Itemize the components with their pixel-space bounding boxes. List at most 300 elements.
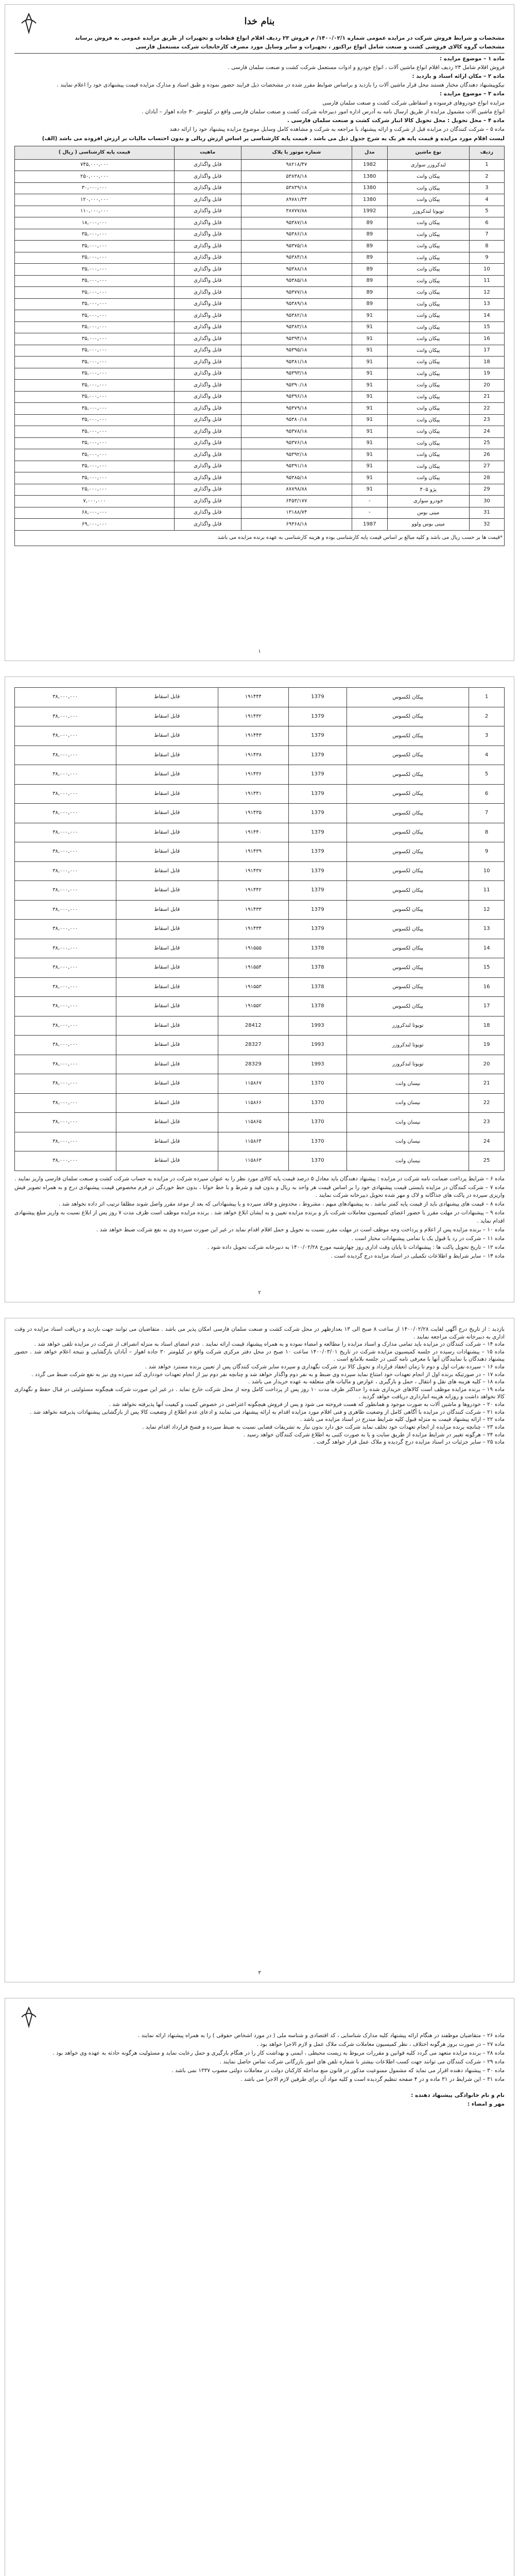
cell-base-price: ۳۵,۰۰۰,۰۰۰ (15, 345, 175, 357)
cell-row-num: 18 (469, 357, 504, 368)
table-row (15, 1113, 505, 1132)
cell-base-price: ۳۵,۰۰۰,۰۰۰ (15, 449, 175, 461)
cell-model-year: - (352, 496, 387, 507)
cell-status: قابل اسقاط (116, 977, 218, 997)
items-table (14, 146, 505, 546)
cell-plate-number: ۱۹۱۴۳۵ (218, 804, 288, 823)
cell-machine-type: پیکان لکسوس (347, 707, 469, 726)
condition-paragraph: ماده ۲۵ – سایر جزئیات در اسناد مزایده درج گردیده و ملاک عمل قرار خواهد گرفت . (313, 1439, 505, 1446)
cell-row-num: 7 (469, 804, 505, 823)
cell-model-year: 1379 (288, 881, 347, 901)
table-row (15, 997, 505, 1016)
cell-model-year: 91 (352, 461, 387, 472)
cell-machine-type: پیکان وانت (387, 414, 469, 426)
intro-line: مشخصات گروه کالای فروشی کشت و صنعت شامل انواع تراکتور ، تجهیزات و سایر وسایل مورد مصرف کارخانجات شرکت مستعمل فارسی (135, 44, 505, 50)
cell-plate-number: ۱۱۵۸۶۳ (218, 1151, 288, 1171)
cell-model-year: 1379 (288, 688, 347, 707)
condition-paragraph: بازدید : از تاریخ درج آگهی لغایت ۱۴۰۰/۰۲/۲۸ از ساعت ۸ صبح الی ۱۳ بعدازظهر در محل شرکت کشت و صنعت سلمان فارسی امکان پذیر می باشد . متقاضیان می توانند جهت بازدید و دریافت اسناد مزایده در وقت اداری به دبیرخانه شرکت مراجعه نمایند . (14, 1326, 505, 1340)
table-row (15, 784, 505, 804)
cell-model-year: 1379 (288, 842, 347, 862)
table-row (15, 252, 505, 264)
cell-machine-type: پیکان وانت (387, 426, 469, 438)
cell-machine-type: پیکان وانت (387, 449, 469, 461)
cell-base-price: ۳۵,۰۰۰,۰۰۰ (15, 241, 175, 252)
cell-model-year: 89 (352, 275, 387, 287)
cell-status: قابل واگذاری (174, 229, 241, 241)
cell-status: قابل واگذاری (174, 426, 241, 438)
section-line: فروش اقلام شامل ۲۳ ردیف اقلام انواع ماشین آلات ، انواع خودرو و ادوات مستعمل شرکت کشت و صنعت سلمان فارسی . (228, 64, 505, 71)
cell-plate-number: ۹۵۳۸۶/۱۸ (241, 229, 352, 241)
cell-model-year: 1379 (288, 900, 347, 920)
cell-base-price: ۳۸,۰۰۰,۰۰۰ (15, 958, 116, 978)
cell-plate-number: ۱۹۱۴۳۳ (218, 900, 288, 920)
cell-row-num: 17 (469, 345, 504, 357)
cell-base-price: ۲۵,۰۰۰,۰۰۰ (15, 484, 175, 496)
cell-model-year: 1380 (352, 194, 387, 206)
cell-plate-number: ۹۵۳۷۵/۱۸ (241, 241, 352, 252)
cell-model-year: 1379 (288, 765, 347, 785)
table-row (15, 1074, 505, 1094)
cell-base-price: ۳۵,۰۰۰,۰۰۰ (15, 333, 175, 345)
cell-model-year: 91 (352, 333, 387, 345)
cell-status: قابل واگذاری (174, 298, 241, 310)
cell-base-price: ۳۵,۰۰۰,۰۰۰ (15, 461, 175, 472)
cell-base-price: ۱۸,۰۰۰,۰۰۰ (15, 217, 175, 229)
cell-plate-number: ۸۹۷۸۱/۴۴ (241, 194, 352, 206)
cell-plate-number: ۱۹۱۴۳۸ (218, 745, 288, 765)
cell-machine-type: پیکان لکسوس (347, 958, 469, 978)
cell-row-num: 16 (469, 977, 505, 997)
document-page-3 (5, 1318, 514, 1982)
cell-machine-type: پیکان وانت (387, 345, 469, 357)
section-line: ماده ۴ – محل تحویل : محل تحویل کالا انبار شرکت کشت و صنعت سلمان فارسی . (287, 117, 505, 124)
cell-model-year: 91 (352, 345, 387, 357)
cell-base-price: ۳۸,۰۰۰,۰۰۰ (15, 688, 116, 707)
cell-status: قابل اسقاط (116, 726, 218, 746)
cell-status: قابل اسقاط (116, 1151, 218, 1171)
section-line: ماده ۳ – موضوع مزایده : (439, 91, 505, 97)
cell-row-num: 15 (469, 321, 504, 333)
condition-paragraph: ماده ۷ – شرکت کنندگان در مزایده بایستی قیمت پیشنهادی خود را بر اساس قیمت هر واحد به ریال و بدون قید و شرط و با خط خوانا ، بدون خط خوردگی در فرم مخصوص قیمت پیشنهادی درج و به همراه تصویر فیش واریزی سپرده در پاکت های جداگانه و لاک و مهر شده تحویل دبیرخانه شرکت نمایند . (14, 1184, 505, 1198)
cell-status: قابل واگذاری (174, 333, 241, 345)
cell-status: قابل اسقاط (116, 939, 218, 958)
cell-row-num: 13 (469, 920, 505, 939)
cell-base-price: ۱۱۰,۰۰۰,۰۰۰ (15, 206, 175, 217)
condition-paragraph: ماده ۲۹ – شرکت کنندگان می توانند جهت کسب اطلاعات بیشتر با شماره تلفن های امور بازرگانی شرکت تماس حاصل نمایند . (219, 2058, 505, 2065)
cell-model-year: 1370 (288, 1132, 347, 1151)
condition-paragraph: ماده ۱۵ – پیشنهادات رسیده در جلسه کمیسیون مزایده شرکت در تاریخ ۱۴۰۰/۰۳/۰۱ ساعت ۱۰ صبح در محل دفتر مرکزی شرکت واقع در کیلومتر ۳۰ جاده اهواز – آبادان بازگشایی و نتیجه اعلام خواهد شد . حضور پیشنهاد دهندگان یا نمایندگان آنها با معرفی نامه کتبی در جلسه بلامانع است . (14, 1348, 505, 1363)
table-row (15, 241, 505, 252)
cell-status: قابل واگذاری (174, 182, 241, 194)
cell-base-price: ۳۵,۰۰۰,۰۰۰ (15, 472, 175, 484)
condition-paragraph: ماده ۱۹ – برنده مزایده موظف است کالاهای خریداری شده را حداکثر ظرف مدت ۱۰ روز پس از پرداخت کامل وجه از محل شرکت خارج نماید . در غیر این صورت شرکت هیچگونه مسئولیتی در قبال حفظ و نگهداری کالا نخواهد داشت و روزانه هزینه انبارداری دریافت خواهد گردید . (14, 1386, 505, 1400)
table-row (15, 321, 505, 333)
cell-row-num: 22 (469, 403, 504, 415)
cell-model-year: 1379 (288, 920, 347, 939)
table-row (15, 345, 505, 357)
cell-plate-number: ۱۹۱۴۴۰ (218, 823, 288, 842)
cell-model-year: 1380 (352, 171, 387, 183)
cell-base-price: ۳۸,۰۰۰,۰۰۰ (15, 1132, 116, 1151)
cell-machine-type: پیکان وانت (387, 461, 469, 472)
cell-row-num: 14 (469, 939, 505, 958)
cell-status: قابل واگذاری (174, 519, 241, 531)
cell-base-price: ۳۸,۰۰۰,۰۰۰ (15, 784, 116, 804)
cell-model-year: 1379 (288, 861, 347, 881)
cell-plate-number: ۹۵۳۹۵/۱۸ (241, 345, 352, 357)
cell-plate-number: ۸۷۸۹۸/۸۸ (241, 484, 352, 496)
cell-status: قابل واگذاری (174, 437, 241, 449)
table-note-row (15, 530, 505, 546)
cell-machine-type: پیکان وانت (387, 298, 469, 310)
cell-base-price: ۳۸,۰۰۰,۰۰۰ (15, 707, 116, 726)
cell-machine-type: پیکان وانت (387, 321, 469, 333)
col-header-status: ماهیت (174, 146, 241, 159)
cell-row-num: 29 (469, 484, 504, 496)
cell-model-year: 1987 (352, 519, 387, 531)
cell-plate-number: ۱۹۱۴۳۴ (218, 920, 288, 939)
cell-plate-number: ۹۵۳۷۶/۱۸ (241, 437, 352, 449)
document-page-1 (5, 4, 514, 661)
cell-row-num: 15 (469, 958, 505, 978)
cell-status: قابل واگذاری (174, 380, 241, 392)
cell-status: قابل واگذاری (174, 252, 241, 264)
cell-machine-type: پیکان وانت (387, 368, 469, 380)
condition-paragraph: ماده ۲۲ – ارائه پیشنهاد قیمت به منزله قبول کلیه شرایط مندرج در اسناد مزایده می باشد . (300, 1416, 505, 1423)
document-page-4 (5, 1998, 514, 2576)
table-row (15, 437, 505, 449)
cell-base-price: ۳۵,۰۰۰,۰۰۰ (15, 264, 175, 276)
cell-machine-type: نیسان وانت (347, 1151, 469, 1171)
cell-plate-number: ۵۳۸۳۹/۱۸ (241, 182, 352, 194)
cell-base-price: ۳۵,۰۰۰,۰۰۰ (15, 298, 175, 310)
table-row (15, 707, 505, 726)
cell-status: قابل واگذاری (174, 391, 241, 403)
cell-status: قابل اسقاط (116, 784, 218, 804)
cell-machine-type: تویوتا لندکروزر (347, 1036, 469, 1055)
company-logo-icon (18, 2006, 40, 2028)
table-row (15, 426, 505, 438)
table-row (15, 380, 505, 392)
cell-model-year: 89 (352, 252, 387, 264)
cell-machine-type: پیکان وانت (387, 229, 469, 241)
page-number: ۳ (258, 1970, 261, 1976)
cell-machine-type: پیکان لکسوس (347, 688, 469, 707)
table-note: *قیمت ها بر حسب ریال می باشد و کلیه مبالغ بر اساس قیمت پایه کارشناسی بوده و هزینه کارشناسی به عهده برنده مزایده می باشد (15, 530, 505, 546)
table-row (15, 958, 505, 978)
cell-status: قابل اسقاط (116, 997, 218, 1016)
company-logo-icon (18, 12, 40, 35)
cell-status: قابل واگذاری (174, 368, 241, 380)
condition-paragraph: ماده ۲۶ – متقاضیان موظفند در هنگام ارائه پیشنهاد کلیه مدارک شناسایی ، کد اقتصادی و شناسه ملی ( در مورد اشخاص حقوقی ) را به همراه پیشنهاد ارائه نمایند . (137, 2032, 505, 2039)
cell-model-year: 1370 (288, 1093, 347, 1113)
cell-model-year: 1370 (288, 1151, 347, 1171)
cell-machine-type: پیکان وانت (387, 357, 469, 368)
table-row (15, 745, 505, 765)
section-line: نیکوپیشنهاد دهندگان مختار هستند محل قرار ماشین آلات را بازدید و براساس ضوابط مقرر شده در مشخصات ذیل فرایند حضور نموده و طبق اسناد و مدارک مزایده قیمت پیشنهادی خود را اعلام نمایند . (57, 82, 505, 89)
cell-machine-type: پیکان وانت (387, 472, 469, 484)
table-row (15, 688, 505, 707)
cell-machine-type: پیکان وانت (387, 182, 469, 194)
cell-status: قابل اسقاط (116, 1055, 218, 1074)
cell-status: قابل اسقاط (116, 745, 218, 765)
table-row (15, 496, 505, 507)
cell-plate-number: ۹۵۳۸۵/۱۸ (241, 275, 352, 287)
cell-status: قابل واگذاری (174, 321, 241, 333)
cell-model-year: 91 (352, 484, 387, 496)
cell-model-year: 1992 (352, 206, 387, 217)
cell-plate-number: ۹۵۳۸۹/۱۸ (241, 298, 352, 310)
cell-model-year: 1993 (288, 1055, 347, 1074)
cell-row-num: 2 (469, 171, 504, 183)
cell-model-year: 1379 (288, 784, 347, 804)
cell-status: قابل اسقاط (116, 823, 218, 842)
cell-row-num: 4 (469, 194, 504, 206)
cell-plate-number: ۱۹۱۴۴۳ (218, 726, 288, 746)
cell-plate-number: ۹۵۳۷۸/۱۸ (241, 426, 352, 438)
cell-base-price: ۳۵,۰۰۰,۰۰۰ (15, 321, 175, 333)
table-row (15, 194, 505, 206)
cell-model-year: - (352, 507, 387, 519)
cell-row-num: 10 (469, 861, 505, 881)
divider (14, 53, 505, 54)
table-row (15, 507, 505, 519)
cell-machine-type: پیکان وانت (387, 264, 469, 276)
bidder-name-label: نام و نام خانوادگی پیشنهاد دهنده : (411, 2092, 505, 2098)
cell-status: قابل اسقاط (116, 842, 218, 862)
cell-plate-number: ۱۳۱۸۸/۷۴ (241, 507, 352, 519)
cell-plate-number: ۱۱۵۸۶۵ (218, 1113, 288, 1132)
table-row (15, 159, 505, 171)
cell-model-year: 89 (352, 287, 387, 299)
cell-base-price: ۳۵,۰۰۰,۰۰۰ (15, 414, 175, 426)
cell-row-num: 27 (469, 461, 504, 472)
items-table-body (15, 688, 505, 1171)
cell-machine-type: نیسان وانت (347, 1113, 469, 1132)
cell-base-price: ۳۸,۰۰۰,۰۰۰ (15, 842, 116, 862)
cell-machine-type: تویوتا لندکروزر (387, 206, 469, 217)
cell-model-year: 1379 (288, 726, 347, 746)
cell-status: قابل اسقاط (116, 900, 218, 920)
cell-plate-number: ۹۵۳۷۷/۱۸ (241, 287, 352, 299)
table-row (15, 275, 505, 287)
table-row (15, 977, 505, 997)
cell-plate-number: ۹۵۳۸۵/۱۸ (241, 472, 352, 484)
cell-row-num: 25 (469, 437, 504, 449)
cell-plate-number: ۳۸۷۷۷/۸۸ (241, 206, 352, 217)
cell-model-year: 1379 (288, 707, 347, 726)
cell-row-num: 1 (469, 159, 504, 171)
cell-row-num: 18 (469, 1016, 505, 1036)
cell-plate-number: ۱۱۵۸۶۴ (218, 1132, 288, 1151)
cell-row-num: 9 (469, 252, 504, 264)
cell-model-year: 1378 (288, 997, 347, 1016)
table-row (15, 206, 505, 217)
cell-model-year: 89 (352, 241, 387, 252)
condition-paragraph: ماده ۱۴ – شرکت کنندگان در مزایده باید تمامی مدارک و اسناد مزایده را مطالعه و امضاء نموده و به همراه پیشنهاد قیمت ارائه نمایند . عدم امضای اسناد به منزله انصراف از شرکت در مزایده تلقی خواهد شد . (34, 1341, 505, 1348)
cell-machine-type: نیسان وانت (347, 1132, 469, 1151)
cell-row-num: 11 (469, 275, 504, 287)
cell-model-year: 89 (352, 217, 387, 229)
cell-row-num: 24 (469, 426, 504, 438)
sections (14, 55, 505, 143)
cell-row-num: 5 (469, 206, 504, 217)
table-row (15, 726, 505, 746)
cell-plate-number: ۱۹۱۵۵۲ (218, 997, 288, 1016)
table-row (15, 310, 505, 322)
cell-status: قابل واگذاری (174, 461, 241, 472)
cell-base-price: ۳۸,۰۰۰,۰۰۰ (15, 745, 116, 765)
cell-machine-type: پیکان وانت (387, 333, 469, 345)
table-row (15, 298, 505, 310)
cell-base-price: ۳۸,۰۰۰,۰۰۰ (15, 939, 116, 958)
cell-status: قابل اسقاط (116, 1074, 218, 1094)
cell-base-price: ۳۸,۰۰۰,۰۰۰ (15, 823, 116, 842)
cell-machine-type: تویوتا لندکروزر (347, 1016, 469, 1036)
cell-status: قابل اسقاط (116, 920, 218, 939)
cell-machine-type: پیکان لکسوس (347, 745, 469, 765)
cell-base-price: ۲۵۰,۰۰۰,۰۰۰ (15, 171, 175, 183)
cell-base-price: ۶۸,۰۰۰,۰۰۰ (15, 507, 175, 519)
cell-status: قابل واگذاری (174, 171, 241, 183)
cell-machine-type: پیکان لکسوس (347, 977, 469, 997)
cell-plate-number: ۱۹۱۴۴۱ (218, 784, 288, 804)
cell-row-num: 26 (469, 449, 504, 461)
table-row (15, 900, 505, 920)
cell-model-year: 1982 (352, 159, 387, 171)
table-row (15, 391, 505, 403)
cell-model-year: 1370 (288, 1074, 347, 1094)
cell-row-num: 12 (469, 900, 505, 920)
cell-model-year: 91 (352, 368, 387, 380)
cell-machine-type: پیکان وانت (387, 217, 469, 229)
cell-base-price: ۳۸,۰۰۰,۰۰۰ (15, 1016, 116, 1036)
col-header-plate: شماره موتور یا پلاک (241, 146, 352, 159)
items-table-continued (14, 687, 505, 1171)
cell-plate-number: ۱۹۱۵۵۵ (218, 939, 288, 958)
cell-machine-type: لندکروزر سواری (387, 159, 469, 171)
cell-base-price: ۳۵,۰۰۰,۰۰۰ (15, 287, 175, 299)
condition-paragraph: ماده ۸ – قیمت های پیشنهادی باید از قیمت پایه کمتر نباشد . به پیشنهادهای مبهم ، مشروط ، مخدوش و فاقد سپرده و یا پیشنهاداتی که بعد از موعد مقرر واصل شوند مطلقا ترتیب اثر داده نخواهد شد . (58, 1201, 505, 1208)
condition-paragraph: ماده ۲۸ – برنده مزایده متعهد می گردد کلیه قوانین و مقررات مربوط به زیست محیطی ، ایمنی و بهداشت کار را در هنگام بارگیری و حمل رعایت نماید و مسئولیت هرگونه حادثه به عهده وی خواهد بود . (53, 2049, 505, 2056)
conditions-section (14, 1326, 505, 1446)
cell-status: قابل واگذاری (174, 241, 241, 252)
cell-base-price: ۳۵,۰۰۰,۰۰۰ (15, 252, 175, 264)
condition-paragraph: ماده ۱۳ – سایر شرایط و اطلاعات تکمیلی در اسناد مزایده درج گردیده است . (331, 1253, 505, 1260)
table-row (15, 229, 505, 241)
table-row (15, 519, 505, 531)
cell-status: قابل اسقاط (116, 1016, 218, 1036)
col-header-machine: نوع ماشین (387, 146, 469, 159)
cell-row-num: 21 (469, 391, 504, 403)
cell-plate-number: 28327 (218, 1036, 288, 1055)
cell-base-price: ۳۵,۰۰۰,۰۰۰ (15, 380, 175, 392)
cell-row-num: 4 (469, 745, 505, 765)
cell-machine-type: پیکان وانت (387, 171, 469, 183)
cell-row-num: 8 (469, 823, 505, 842)
table-row (15, 449, 505, 461)
cell-plate-number: ۱۹۱۴۳۹ (218, 842, 288, 862)
cell-base-price: ۳۵,۰۰۰,۰۰۰ (15, 310, 175, 322)
cell-machine-type: نیسان وانت (347, 1074, 469, 1094)
condition-paragraph: ماده ۲۴ – هرگونه تغییر در شرایط مزایده از طریق سایت و یا به صورت کتبی به اطلاع شرکت کنندگان خواهد رسید . (243, 1431, 505, 1438)
condition-paragraph: ماده ۱۰ – برنده مزایده پس از اعلام و پرداخت وجه موظف است در مهلت مقرر نسبت به تحویل و حمل اقلام اقدام نماید در غیر این صورت سپرده وی به نفع شرکت ضبط خواهد شد . (96, 1226, 505, 1233)
cell-plate-number: ۹۵۳۸۴/۱۸ (241, 252, 352, 264)
table-row (15, 1132, 505, 1151)
cell-plate-number: ۹۵۳۸۲/۱۸ (241, 310, 352, 322)
cell-status: قابل واگذاری (174, 403, 241, 415)
cell-row-num: 23 (469, 414, 504, 426)
cell-model-year: 91 (352, 391, 387, 403)
cell-model-year: 91 (352, 403, 387, 415)
cell-base-price: ۳۵,۰۰۰,۰۰۰ (15, 437, 175, 449)
cell-machine-type: پژو ۴۰۵ (387, 484, 469, 496)
cell-model-year: 1379 (288, 745, 347, 765)
table-row (15, 1055, 505, 1074)
cell-status: قابل واگذاری (174, 159, 241, 171)
cell-base-price: ۳۸,۰۰۰,۰۰۰ (15, 861, 116, 881)
condition-paragraph: ماده ۳۱ – این شرایط در ۳۱ ماده و در ۴ صفحه تنظیم گردیده است و کلیه مواد آن برای طرفین لازم الاجرا می باشد . (240, 2076, 505, 2082)
table-row (15, 357, 505, 368)
cell-row-num: 25 (469, 1151, 505, 1171)
table-row (15, 333, 505, 345)
cell-status: قابل اسقاط (116, 881, 218, 901)
cell-status: قابل اسقاط (116, 688, 218, 707)
col-header-model: مدل (352, 146, 387, 159)
cell-plate-number: ۱۹۱۴۴۴ (218, 688, 288, 707)
cell-status: قابل واگذاری (174, 345, 241, 357)
cell-row-num: 22 (469, 1093, 505, 1113)
cell-status: قابل واگذاری (174, 507, 241, 519)
cell-machine-type: مینی بوس ولوو (387, 519, 469, 531)
cell-row-num: 30 (469, 496, 504, 507)
cell-plate-number: ۹۵۳۸۳/۱۸ (241, 321, 352, 333)
table-row (15, 403, 505, 415)
cell-model-year: 1370 (288, 1113, 347, 1132)
cell-model-year: 91 (352, 426, 387, 438)
cell-row-num: 10 (469, 264, 504, 276)
condition-paragraph: ماده ۱۲ – تاریخ تحویل پاکت ها : پیشنهادات تا پایان وقت اداری روز چهارشنبه مورخ ۱۴۰۰/۰۲/۲۸ به دبیرخانه شرکت تحویل داده شود . (207, 1244, 505, 1251)
table-row (15, 861, 505, 881)
cell-base-price: ۳۰,۰۰۰,۰۰۰ (15, 182, 175, 194)
table-row (15, 920, 505, 939)
cell-model-year: 1379 (288, 804, 347, 823)
cell-row-num: 28 (469, 472, 504, 484)
cell-base-price: ۳۵,۰۰۰,۰۰۰ (15, 391, 175, 403)
cell-base-price: ۷,۰۰۰,۰۰۰ (15, 496, 175, 507)
cell-machine-type: خودرو سواری (387, 496, 469, 507)
cell-plate-number: ۹۵۳۹۲/۱۸ (241, 449, 352, 461)
cell-status: قابل واگذاری (174, 484, 241, 496)
cell-base-price: ۳۸,۰۰۰,۰۰۰ (15, 804, 116, 823)
cell-model-year: 1993 (288, 1036, 347, 1055)
cell-plate-number: 28329 (218, 1055, 288, 1074)
cell-base-price: ۱۲۰,۰۰۰,۰۰۰ (15, 194, 175, 206)
table-row (15, 765, 505, 785)
cell-plate-number: ۱۹۱۴۳۷ (218, 861, 288, 881)
document-page-2 (5, 676, 514, 1302)
cell-status: قابل اسقاط (116, 1113, 218, 1132)
cell-row-num: 14 (469, 310, 504, 322)
table-row (15, 182, 505, 194)
cell-model-year: 91 (352, 321, 387, 333)
table-row (15, 414, 505, 426)
cell-plate-number: ۹۵۳۸۱/۱۸ (241, 357, 352, 368)
page-header: بنام خدا (244, 16, 275, 27)
cell-plate-number: ۶۹۳۶۸/۱۸ (241, 519, 352, 531)
cell-status: قابل اسقاط (116, 1093, 218, 1113)
cell-machine-type: پیکان لکسوس (347, 726, 469, 746)
